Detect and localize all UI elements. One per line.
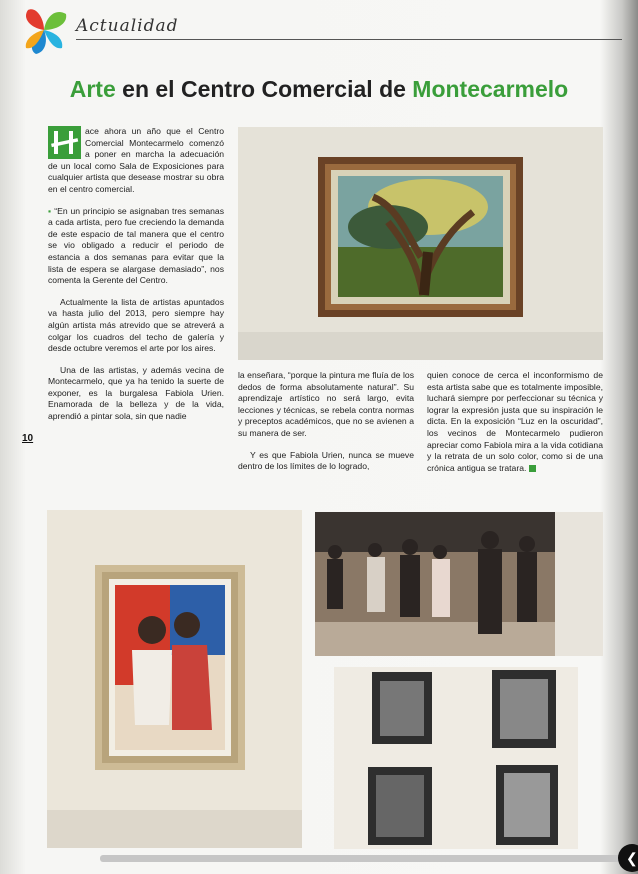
paragraph-exhibition: quien conoce de cerca el inconformismo de esta artista sabe que es totalmente imposible, luchará siempre por perfeccionar su técnica y lograr la expresión justa que su inspiración le dicta. En la exposición “Luz en la oscuridad”, los vecinos de Montecarmelo pudieron apreciar como Fabiola mira a la vida cotidiana y la retrata de un solo color, como si de una crónica antigua se tratara. — [427, 370, 603, 473]
article-column-1 — [48, 126, 224, 433]
title-highlight-1: Arte — [69, 76, 116, 102]
article-column-3 — [427, 370, 603, 484]
paragraph-learning: la enseñara, “porque la pintura me fluía de los dedos de forma absolutamente natural”. Su aprendizaje artístico no será largo, evita lecciones y técnicas, se rebela contra normas y preceptos académicos, que no se avienen a su manera de ser. — [238, 370, 414, 438]
title-middle: en el Centro Comercial de — [115, 76, 413, 102]
paragraph-list: Actualmente la lista de artistas apuntados va hasta julio del 2013, pero siempre hay algún artista más atrevido que se atreverá a colgar los cuadros del techo de galería y desde octubre veremos el arte por los aires. — [48, 296, 224, 354]
framed-children-painting-photo — [47, 510, 302, 848]
section-title: Actualidad — [76, 16, 179, 36]
drop-cap-h-icon — [48, 126, 81, 159]
chevron-left-icon[interactable]: ❮ — [618, 844, 638, 872]
paragraph-intro: ace ahora un año que el Centro Comercial Montecarmelo comenzó a poner en marcha la adecuación de un local como Sala de Exposiciones para cualquier artista que desease mostrar su obra en el centro comercial. — [48, 126, 224, 194]
header-rule — [76, 39, 622, 40]
page-header — [20, 6, 612, 46]
page-number: 10 — [22, 433, 34, 444]
end-mark-icon — [529, 465, 536, 472]
exhibition-opening-crowd-photo — [315, 512, 603, 656]
article-column-2 — [238, 370, 414, 483]
black-white-portraits-wall-photo — [334, 667, 578, 849]
article-title — [0, 76, 638, 103]
paragraph-limits: Y es que Fabiola Urien, nunca se mueve dentro de los límites de lo logrado, — [238, 449, 414, 472]
colorful-petals-logo — [20, 6, 70, 56]
bullet-icon: ▪ — [48, 205, 55, 216]
horizontal-scrollbar[interactable] — [100, 855, 620, 862]
title-highlight-2: Montecarmelo — [412, 76, 569, 102]
paragraph-artist: Una de las artistas, y además vecina de Montecarmelo, que ya ha tenido la suerte de exponer, es la burgalesa Fabiola Urien. Enamorada de la belleza y de la vida, aprendió a pintar sola, sin que nadie — [48, 364, 224, 422]
framed-tree-painting-photo — [238, 127, 603, 360]
paragraph-quote: ▪ “En un principio se asignaban tres semanas a cada artista, pero fue creciendo la demanda de este espacio de tal manera que el centro se vio obligado a reducir el periodo de estancia a dos semanas para evitar que la lista de espera se alargase demasiado”, nos comenta la Gerente del Centro. — [48, 205, 224, 286]
